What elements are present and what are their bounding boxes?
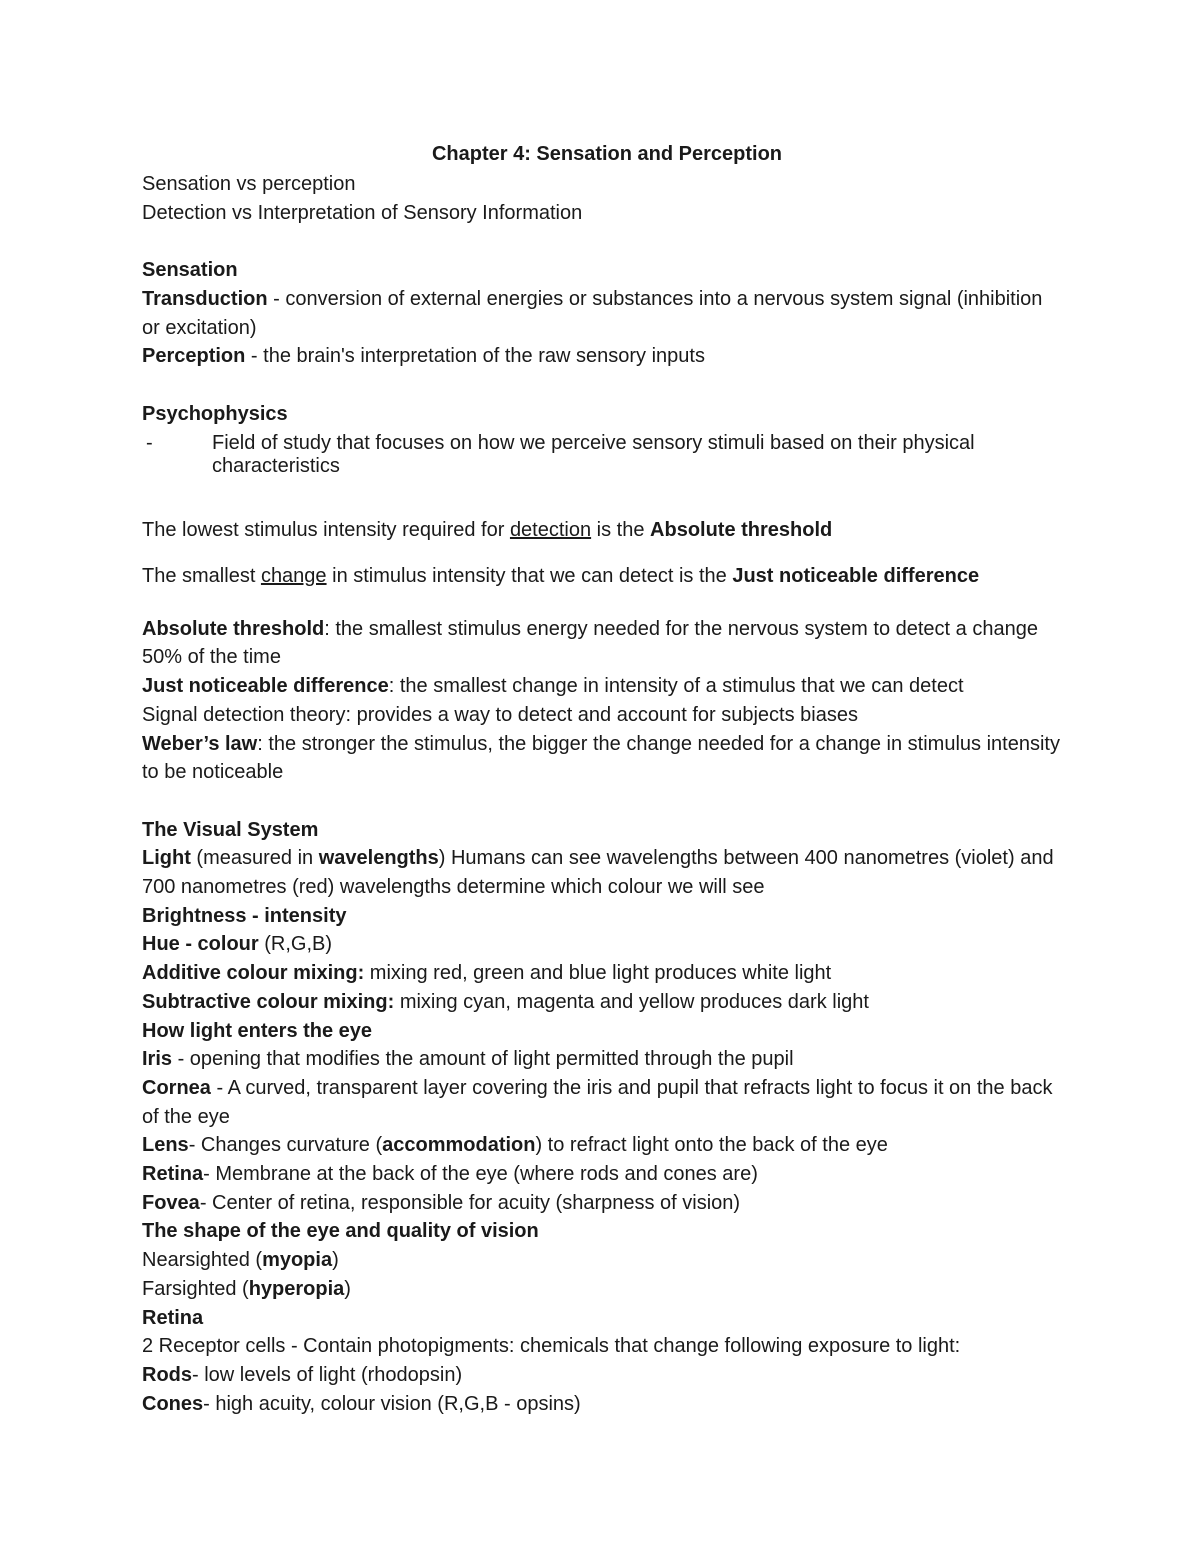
absolute-threshold-sentence: The lowest stimulus intensity required for detection is the Absolute threshold xyxy=(142,519,833,542)
jnd-sentence: The smallest change in stimulus intensity that we can detect is the Just noticeable difference xyxy=(142,565,980,587)
receptor-cells-line: 2 Receptor cells - Contain photopigments: chemicals that change following exposure to light: xyxy=(142,1335,961,1358)
visual-system-heading: The Visual System xyxy=(142,818,319,841)
intro-line-2: Detection vs Interpretation of Sensory Information xyxy=(142,201,583,224)
psychophysics-bullet xyxy=(142,432,1062,478)
brightness-line: Brightness - intensity xyxy=(142,904,347,927)
document-page xyxy=(142,140,1062,1418)
fovea-definition: Fovea- Center of retina, responsible for acuity (sharpness of vision) xyxy=(142,1191,741,1214)
perception-term: Perception xyxy=(142,345,246,368)
perception-definition: Perception - the brain's interpretation of the raw sensory inputs xyxy=(142,345,705,368)
signal-detection-line: Signal detection theory: provides a way to detect and account for subjects biases xyxy=(142,703,858,726)
retina-heading: Retina xyxy=(142,1306,204,1329)
subtractive-mixing-line: Subtractive colour mixing: mixing cyan, magenta and yellow produces dark light xyxy=(142,990,869,1013)
psychophysics-heading: Psychophysics xyxy=(142,402,288,425)
farsighted-line: Farsighted (hyperopia) xyxy=(142,1277,351,1300)
eye-shape-heading: The shape of the eye and quality of vision xyxy=(142,1220,539,1243)
nearsighted-line: Nearsighted (myopia) xyxy=(142,1249,339,1272)
iris-definition: Iris - opening that modifies the amount of light permitted through the pupil xyxy=(142,1048,794,1071)
transduction-definition: Transduction - conversion of external energies or substances into a nervous system signal (inhibition or excitation) xyxy=(142,287,1043,339)
hue-line: Hue - colour (R,G,B) xyxy=(142,933,333,956)
sensation-heading: Sensation xyxy=(142,259,238,282)
light-definition: Light (measured in wavelengths) Humans can see wavelengths between 400 nanometres (violet) and 700 nanometres (red) wavelengths determine which colour we will see xyxy=(142,847,1054,899)
bullet-marker: - xyxy=(146,432,153,455)
additive-mixing-line: Additive colour mixing: mixing red, green and blue light produces white light xyxy=(142,962,832,985)
light-enters-heading: How light enters the eye xyxy=(142,1019,373,1042)
intro-line-1: Sensation vs perception xyxy=(142,173,356,195)
rods-definition: Rods- low levels of light (rhodopsin) xyxy=(142,1363,463,1386)
webers-law-definition: Weber’s law: the stronger the stimulus, the bigger the change needed for a change in stimulus intensity to be noticeable xyxy=(142,732,1060,784)
page-title: Chapter 4: Sensation and Perception xyxy=(431,143,783,165)
bullet-text: Field of study that focuses on how we perceive sensory stimuli based on their physical characteristics xyxy=(212,432,975,478)
absolute-threshold-definition: Absolute threshold: the smallest stimulus energy needed for the nervous system to detect a change 50% of the time xyxy=(142,617,1038,669)
lens-definition: Lens- Changes curvature (accommodation) to refract light onto the back of the eye xyxy=(142,1134,888,1157)
transduction-term: Transduction xyxy=(142,287,268,310)
retina-definition: Retina- Membrane at the back of the eye (where rods and cones are) xyxy=(142,1163,758,1186)
cornea-definition: Cornea - A curved, transparent layer covering the iris and pupil that refracts light to focus it on the back of the eye xyxy=(142,1076,1053,1128)
jnd-definition: Just noticeable difference: the smallest change in intensity of a stimulus that we can detect xyxy=(142,675,964,698)
cones-definition: Cones- high acuity, colour vision (R,G,B - opsins) xyxy=(142,1392,581,1415)
